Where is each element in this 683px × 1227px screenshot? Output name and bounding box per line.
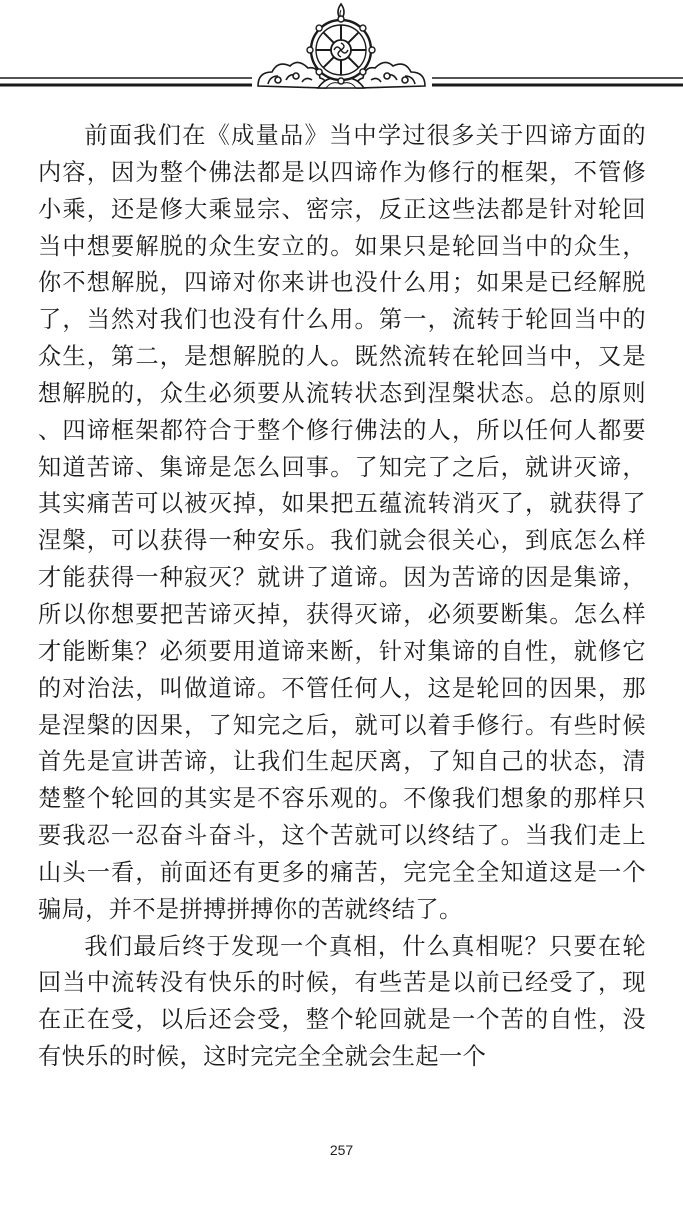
page-header	[0, 0, 683, 100]
body-paragraph: 我们最后终于发现一个真相，什么真相呢？只要在轮回当中流转没有快乐的时候，有些苦是以前已经受了，现在正在受，以后还会受，整个轮回就是一个苦的自性，没有快乐的时候，这时完完全全就会生起一个	[38, 932, 646, 1071]
page-number: 257	[329, 1142, 354, 1158]
body-paragraph: 前面我们在《成量品》当中学过很多关于四谛方面的内容，因为整个佛法都是以四谛作为修行的框架，不管修小乘，还是修大乘显宗、密宗，反正这些法都是针对轮回当中想要解脱的众生安立的。如果只是轮回当中的众生，你不想解脱，四谛对你来讲也没什么用；如果是已经解脱了，当然对我们也没有什么用。第一，流转于轮回当中的众生，第二，是想解脱的人。既然流转在轮回当中，又是想解脱的，众生必须要从流转状态到涅槃状态。总的原则、四谛框架都符合于整个修行佛法的人，所以任何人都要知道苦谛、集谛是怎么回事。了知完了之后，就讲灭谛，其实痛苦可以被灭掉，如果把五蕴流转消灭了，就获得了涅槃，可以获得一种安乐。我们就会很关心，到底怎么样才能获得一种寂灭？就讲了道谛。因为苦谛的因是集谛，所以你想要把苦谛灭掉，获得灭谛，必须要断集。怎么样才能断集？必须要用道谛来断，针对集谛的自性，就修它的对治法，叫做道谛。不管任何人，这是轮回的因果，那是涅槃的因果，了知完之后，就可以着手修行。有些时候首先是宣讲苦谛，让我们生起厌离，了知自己的状态，清楚整个轮回的其实是不容乐观的。不像我们想象的那样只要我忍一忍奋斗奋斗，这个苦就可以终结了。当我们走上山头一看，前面还有更多的痛苦，完完全全知道这是一个骗局，并不是拼搏拼搏你的苦就终结了。	[38, 122, 646, 923]
page-body	[38, 118, 646, 1076]
header-ornament	[0, 0, 683, 100]
